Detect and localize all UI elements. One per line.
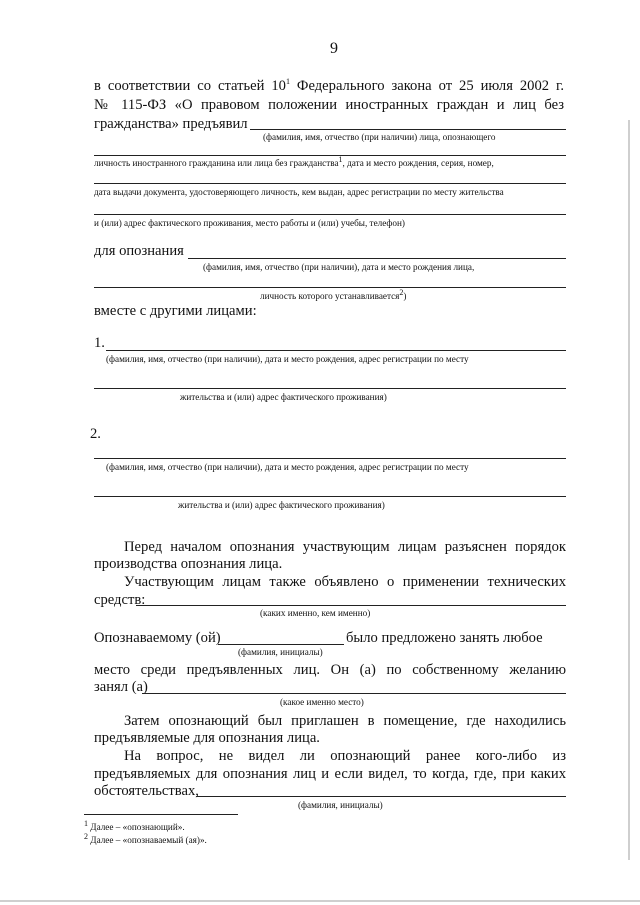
label-with-others: вместе с другими лицами: (94, 303, 257, 319)
intro-sup: 1 (285, 77, 290, 87)
intro-line-2: № 115-ФЗ «О правовом положении иностранных граждан и лиц без (94, 97, 564, 113)
intro-line-1 (94, 78, 564, 94)
caption-identified-2 (260, 287, 407, 302)
person-1-field-line-2[interactable] (94, 388, 566, 389)
caption-person-2a: (фамилия, имя, отчество (при наличии), дата и место рождения, адрес регистрации по месту (106, 462, 469, 472)
scan-edge-bottom (0, 900, 640, 902)
identifier-field-line-2[interactable] (94, 155, 566, 156)
paragraph-1-line-1: Перед началом опознания участвующим лицам разъяснен порядок (124, 539, 566, 555)
scan-edge-right (628, 120, 630, 860)
paragraph-1-line-2: производства опознания лица. (94, 556, 283, 572)
paragraph-3-line-2: место среди предъявленных лиц. Он (а) по собственному желанию (94, 662, 566, 678)
circumstances-field[interactable] (196, 796, 566, 797)
paragraph-3-line-1b: было предложено занять любое (346, 630, 543, 646)
paragraph-2-line-1: Участвующим лицам также объявлено о применении технических (124, 574, 566, 590)
page-number: 9 (330, 40, 338, 57)
caption-surname-initials: (фамилия, инициалы) (238, 647, 323, 657)
caption-identifier-4: и (или) адрес фактического проживания, место работы и (или) учебы, телефон) (94, 218, 405, 228)
paragraph-4-line-1: Затем опознающий был приглашен в помещение, где находились (124, 713, 566, 729)
caption-person-2b: жительства и (или) адрес фактического проживания) (178, 500, 385, 510)
caption-identifier-2a: личность иностранного гражданина или лица без гражданства (94, 158, 339, 168)
label-for-identification: для опознания (94, 243, 184, 259)
person-2-field-line-2[interactable] (94, 496, 566, 497)
identified-field-line-2[interactable] (94, 287, 566, 288)
identified-surname-field[interactable] (218, 644, 344, 645)
paragraph-3-line-3: занял (а) (94, 679, 148, 695)
paragraph-3-line-1a: Опознаваемому (ой) (94, 630, 221, 646)
caption-identifier-2-sup: 1 (338, 154, 343, 164)
paragraph-5-line-3: обстоятельствах, (94, 783, 199, 799)
footnote-1-text: Далее – «опознающий». (88, 822, 185, 832)
caption-which-who: (каких именно, кем именно) (260, 608, 371, 618)
paragraph-4-line-2: предъявляемые для опознания лица. (94, 730, 320, 746)
identifier-field-line-1[interactable] (250, 129, 566, 130)
caption-identified-2-text: личность которого устанавливается (260, 291, 400, 301)
paragraph-5-line-1: На вопрос, не видел ли опознающий ранее кого-либо из (124, 748, 566, 764)
paragraph-2-line-2: средств: (94, 592, 146, 608)
intro-line-1-text: в соответствии со статьей 10 (94, 78, 286, 94)
caption-identifier-2 (94, 154, 494, 169)
caption-person-1b: жительства и (или) адрес фактического проживания) (180, 392, 387, 402)
paragraph-5-line-2: предъявляемых для опознания лиц и если видел, то когда, где, при каких (94, 766, 566, 782)
footnote-2-text: Далее – «опознаваемый (ая)». (88, 835, 207, 845)
identifier-field-line-3[interactable] (94, 183, 566, 184)
caption-identifier-2b: , дата и место рождения, серия, номер, (342, 158, 494, 168)
intro-line-1-rest: Федерального закона от 25 июля 2002 г. (289, 78, 564, 94)
footnote-separator (84, 814, 238, 815)
caption-surname-initials-2: (фамилия, инициалы) (298, 800, 383, 810)
person-2-field-line-1[interactable] (94, 458, 566, 459)
identifier-field-line-4[interactable] (94, 214, 566, 215)
caption-identifier-1: (фамилия, имя, отчество (при наличии) лица, опознающего (263, 132, 496, 142)
item-2-number: 2. (90, 426, 101, 442)
caption-identified-1: (фамилия, имя, отчество (при наличии), дата и место рождения лица, (203, 262, 475, 272)
intro-line-3: гражданства» предъявил (94, 116, 248, 132)
caption-identifier-3: дата выдачи документа, удостоверяющего личность, кем выдан, адрес регистрации по месту жительства (94, 187, 504, 197)
caption-which-place: (какое именно место) (280, 697, 364, 707)
place-field[interactable] (142, 693, 566, 694)
caption-identified-2-sup: 2 (399, 287, 404, 297)
item-1-number: 1. (94, 335, 105, 351)
footnote-1 (84, 818, 185, 833)
footnote-2-number: 2 (84, 831, 88, 841)
caption-identified-2-end: ) (403, 291, 407, 301)
technical-means-field[interactable] (136, 605, 566, 606)
identified-field-line-1[interactable] (188, 258, 566, 259)
footnote-1-number: 1 (84, 818, 88, 828)
person-1-field-line-1[interactable] (106, 350, 566, 351)
footnote-2 (84, 831, 207, 846)
caption-person-1a: (фамилия, имя, отчество (при наличии), дата и место рождения, адрес регистрации по месту (106, 354, 469, 364)
